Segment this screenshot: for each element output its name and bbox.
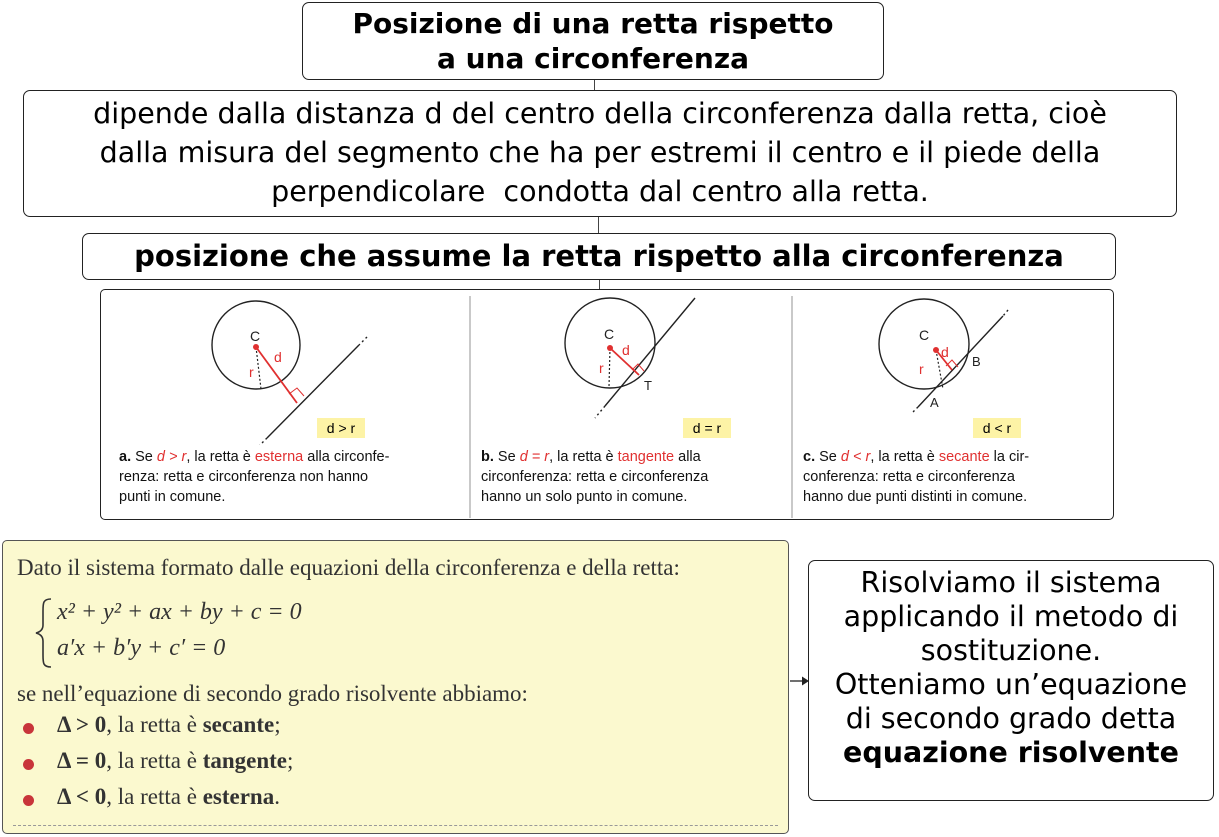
center-label: C <box>919 327 930 343</box>
keyword-secant: secante <box>938 449 990 465</box>
case-secant: Δ > 0, la retta è secante; <box>57 712 281 737</box>
connector-desc-heading <box>598 217 599 233</box>
case-external: Δ < 0, la retta è esterna. <box>57 784 280 809</box>
panel-tangent <box>473 290 793 520</box>
solve-line-4: Otteniamo un’equazione <box>834 668 1188 701</box>
point-b-label: B <box>972 354 981 369</box>
panel-secant <box>795 290 1114 520</box>
connector-heading-figure <box>599 280 600 289</box>
line-extension-bottom <box>595 406 605 418</box>
caption-secant: c. Se d < r, la retta è secante la cir- conferenza: retta e circonferenza hanno due punti distinti in comune. <box>803 449 1030 505</box>
keyword-tangent: tangente <box>617 449 675 465</box>
panel-external <box>109 290 429 520</box>
circle <box>879 299 969 389</box>
radius-label: r <box>599 360 604 376</box>
solve-line-2: applicando il metodo di <box>843 600 1179 633</box>
system-box <box>2 540 789 834</box>
line-extension-bottom <box>259 438 267 445</box>
line-extension-bottom <box>911 407 918 414</box>
dashed-divider <box>13 825 778 826</box>
title-line-1: Posizione di una retta rispetto <box>352 7 834 40</box>
solve-box <box>808 560 1214 801</box>
brace-icon <box>33 597 55 669</box>
bullet-icon <box>23 759 34 770</box>
radius-label: r <box>919 361 924 377</box>
equation-circle: x² + y² + ax + by + c = 0 <box>57 599 302 625</box>
distance-label: d <box>274 349 282 365</box>
center-point <box>607 345 613 351</box>
system-intro: Dato il sistema formato dalle equazioni della circonferenza e della retta: <box>17 555 680 580</box>
keyword-external: esterna <box>254 449 304 465</box>
center-point <box>253 344 259 350</box>
external-diagram <box>109 290 429 445</box>
condition-badge: d = r <box>683 418 731 438</box>
distance-label: d <box>622 342 630 358</box>
tangent-diagram <box>473 290 793 445</box>
description-line-1: dipende dalla distanza d del centro della circonferenza dalla retta, cioè <box>93 97 1107 130</box>
title-line-2: a una circonferenza <box>436 42 750 75</box>
secant-diagram <box>795 290 1114 445</box>
circle <box>565 298 655 388</box>
tangent-point-label: T <box>644 378 652 393</box>
divider-2 <box>791 296 793 518</box>
caption-external: a. Se d > r, la retta è esterna alla circonfe- renza: retta e circonferenza non hanno punti in comune. <box>119 449 390 505</box>
center-label: C <box>604 326 615 342</box>
point-a-label: A <box>930 395 939 410</box>
line-extension-top <box>359 337 367 345</box>
description-box <box>23 90 1177 217</box>
solve-line-5: di secondo grado detta <box>845 702 1177 735</box>
figure-cases <box>100 289 1114 520</box>
condition-badge: d > r <box>317 418 365 438</box>
bullet-icon <box>23 795 34 806</box>
radius-segment <box>609 348 610 387</box>
line-extension-top <box>1003 310 1008 316</box>
solve-line-6: equazione risolvente <box>842 736 1180 769</box>
condition-badge: d < r <box>973 418 1021 438</box>
solve-line-3: sostituzione. <box>920 634 1102 667</box>
distance-label: d <box>941 344 949 360</box>
divider-1 <box>469 296 471 518</box>
solve-line-1: Risolviamo il sistema <box>860 566 1162 599</box>
connector-title-desc <box>594 80 595 90</box>
arrow-icon <box>790 675 810 687</box>
line-secant <box>918 316 1003 407</box>
title-box <box>302 2 884 80</box>
bullet-icon <box>23 723 34 734</box>
caption-tangent: b. Se d = r, la retta è tangente alla circonferenza: retta e circonferenza hanno un solo punto in comune. <box>481 449 709 505</box>
case-tangent: Δ = 0, la retta è tangente; <box>57 748 294 773</box>
center-point <box>933 347 939 353</box>
condition-text: se nell’equazione di secondo grado risolvente abbiamo: <box>17 681 528 706</box>
description-line-2: dalla misura del segmento che ha per estremi il centro e il piede della <box>99 136 1101 169</box>
center-label: C <box>250 328 261 344</box>
description-line-3: perpendicolare condotta dal centro alla retta. <box>271 175 929 208</box>
equation-line: a′x + b′y + c′ = 0 <box>57 635 226 661</box>
radius-label: r <box>249 364 254 380</box>
position-heading: posizione che assume la retta rispetto alla circonferenza <box>82 233 1116 280</box>
